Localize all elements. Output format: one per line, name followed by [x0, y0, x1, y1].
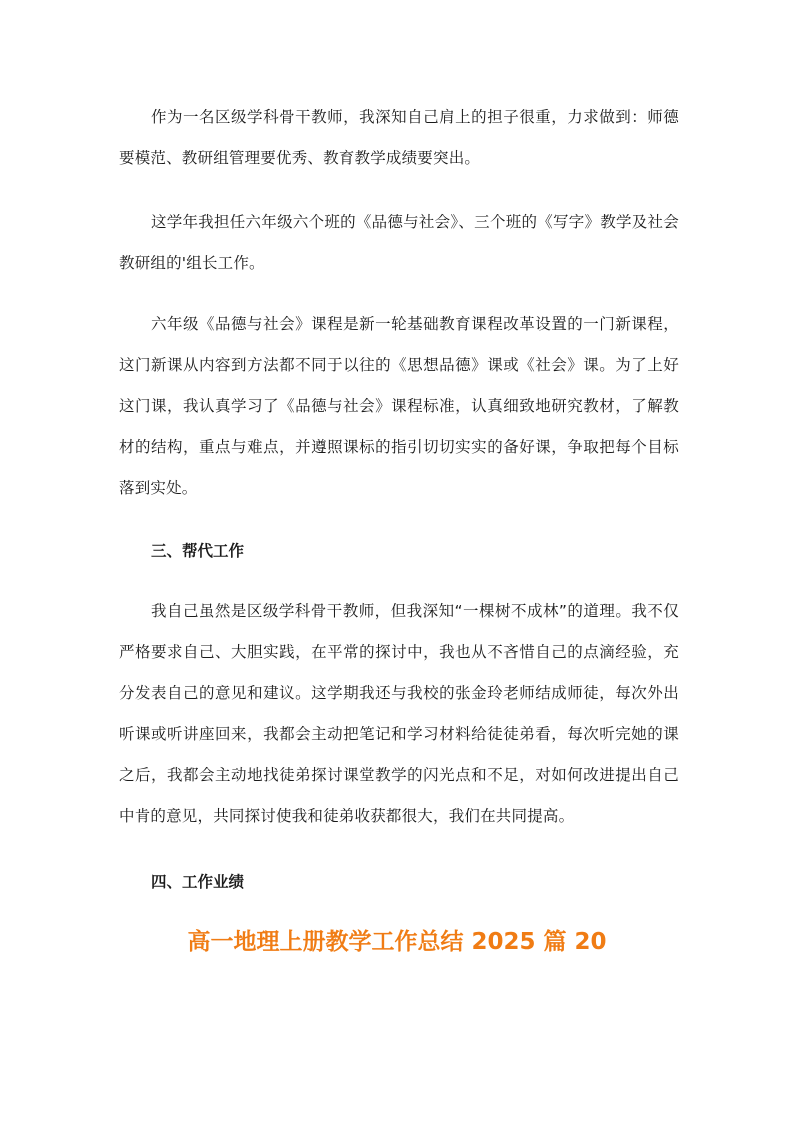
article-title: 高一地理上册教学工作总结 2025 篇 20	[187, 929, 607, 955]
paragraph-mentoring: 我自己虽然是区级学科骨干教师，但我深知“一棵树不成林”的道理。我不仅严格要求自己、大胆实践，在平常的探讨中，我也从不吝惜自己的点滴经验，充分发表自己的意见和建议。这学期我还与我校的张金玲老师结成师徒，每次外出听课或听讲座回来，我都会主动把笔记和学习材料给徒徒弟看，每次听完她的课之后，我都会主动地找徒弟探讨课堂教学的闪光点和不足，对如何改进提出自己中肯的意见，共同探讨使我和徒弟收获都很大，我们在共同提高。	[119, 602, 679, 825]
paragraph-duties: 这学年我担任六年级六个班的《品德与社会》、三个班的《写字》教学及社会教研组的'组长工作。	[119, 213, 679, 272]
heading-achievements: 四、工作业绩	[151, 873, 245, 891]
paragraph-role: 作为一名区级学科骨干教师，我深知自己肩上的担子很重，力求做到：师德要模范、教研组管理要优秀、教育教学成绩要突出。	[119, 108, 679, 167]
heading-mentoring: 三、帮代工作	[151, 542, 245, 560]
paragraph-course: 六年级《品德与社会》课程是新一轮基础教育课程改革设置的一门新课程，这门新课从内容到方法都不同于以往的《思想品德》课或《社会》课。为了上好这门课，我认真学习了《品德与社会》课程标准，认真细致地研究教材，了解教材的结构，重点与难点，并遵照课标的指引切切实实的备好课，争取把每个目标落到实处。	[119, 315, 679, 497]
